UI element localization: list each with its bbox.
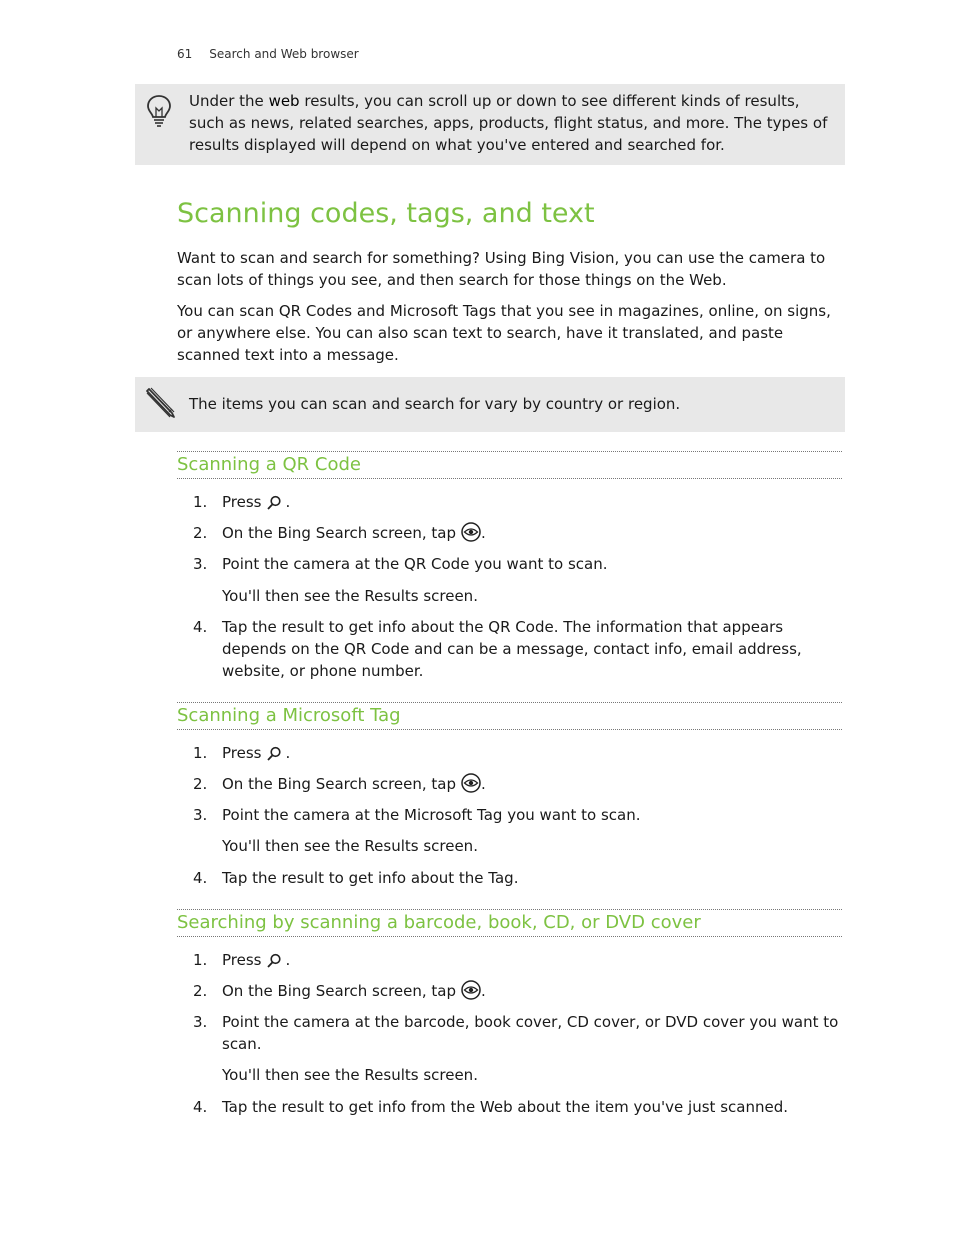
section-heading-qr: Scanning a QR Code (177, 451, 842, 479)
step-note: You'll then see the Results screen. (222, 837, 478, 855)
tip-box (135, 84, 845, 165)
tip-text: Under the web results, you can scroll up or down to see different kinds of results, such as news, related searches, apps, products, flight status, and more. The types of results displayed will depend on what you've entered and searched for. (189, 92, 828, 154)
section-heading-barcode: Searching by scanning a barcode, book, CD, or DVD cover (177, 909, 842, 937)
intro-paragraph-2: You can scan QR Codes and Microsoft Tags that you see in magazines, online, on signs, or anywhere else. You can also scan text to search, have it translated, and paste scanned text into a message. (177, 302, 831, 364)
step-note: You'll then see the Results screen. (222, 587, 478, 605)
search-icon (266, 953, 282, 975)
eye-icon (461, 773, 481, 799)
search-icon (266, 746, 282, 768)
note-text: The items you can scan and search for vary by country or region. (189, 395, 681, 413)
note-box (135, 377, 845, 432)
eye-icon (461, 980, 481, 1006)
lightbulb-icon (145, 94, 173, 134)
eye-icon (461, 522, 481, 548)
section-heading-microsoft-tag: Scanning a Microsoft Tag (177, 702, 842, 730)
intro-paragraph-1: Want to scan and search for something? Using Bing Vision, you can use the camera to scan lots of things you see, and then search for those things on the Web. (177, 249, 826, 289)
page-number: 61 (177, 47, 193, 61)
pencil-icon (145, 385, 177, 425)
page-title: Scanning codes, tags, and text (177, 198, 595, 229)
search-icon (266, 495, 282, 517)
step-note: You'll then see the Results screen. (222, 1066, 478, 1084)
web-keyword: web (268, 92, 300, 110)
page-header (177, 43, 359, 65)
section-title: Search and Web browser (209, 47, 359, 61)
